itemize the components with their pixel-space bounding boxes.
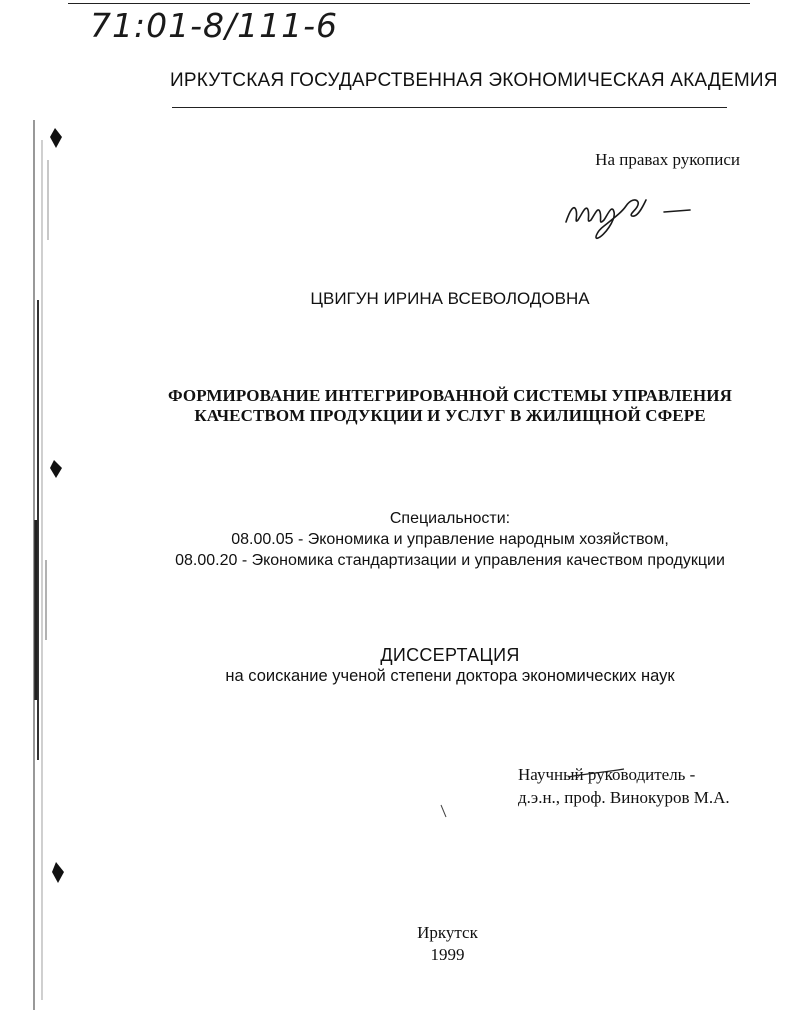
work-type-description: на соискание ученой степени доктора экономических наук	[225, 667, 675, 685]
handwritten-strike-mark	[566, 767, 626, 781]
author-name: ЦВИГУН ИРИНА ВСЕВОЛОДОВНА	[310, 289, 590, 308]
thesis-title	[100, 386, 795, 426]
city-year-block	[360, 922, 535, 966]
binding-edge-marks	[0, 0, 70, 1022]
thesis-title-line: КАЧЕСТВОМ ПРОДУКЦИИ И УСЛУГ В ЖИЛИЩНОЙ СФЕРЕ	[194, 406, 706, 425]
manuscript-note: На правах рукописи	[595, 150, 740, 169]
specialties-block	[120, 508, 780, 571]
supervisor-name: д.э.н., проф. Винокуров М.А.	[518, 788, 730, 807]
registry-number: 71:01-8/111-6	[90, 6, 339, 45]
academy-name: ИРКУТСКАЯ ГОСУДАРСТВЕННАЯ ЭКОНОМИЧЕСКАЯ АКАДЕМИЯ	[170, 70, 778, 91]
specialty-item: 08.00.20 - Экономика стандартизации и управления качеством продукции	[175, 552, 725, 569]
stray-pen-mark	[440, 804, 448, 818]
specialty-item: 08.00.05 - Экономика и управление народным хозяйством,	[231, 531, 669, 548]
supervisor-role: Научный руководитель -	[518, 765, 696, 784]
top-edge-rule	[68, 3, 750, 4]
specialties-heading: Специальности:	[389, 510, 511, 527]
work-type-label: ДИССЕРТАЦИЯ	[380, 645, 520, 665]
year: 1999	[430, 945, 465, 964]
author-signature	[560, 180, 700, 250]
city: Иркутск	[417, 923, 478, 942]
academy-underline	[172, 107, 727, 108]
work-type-block	[170, 645, 730, 687]
supervisor-block	[518, 763, 748, 809]
thesis-title-line: ФОРМИРОВАНИЕ ИНТЕГРИРОВАННОЙ СИСТЕМЫ УПРАВЛЕНИЯ	[168, 386, 732, 405]
